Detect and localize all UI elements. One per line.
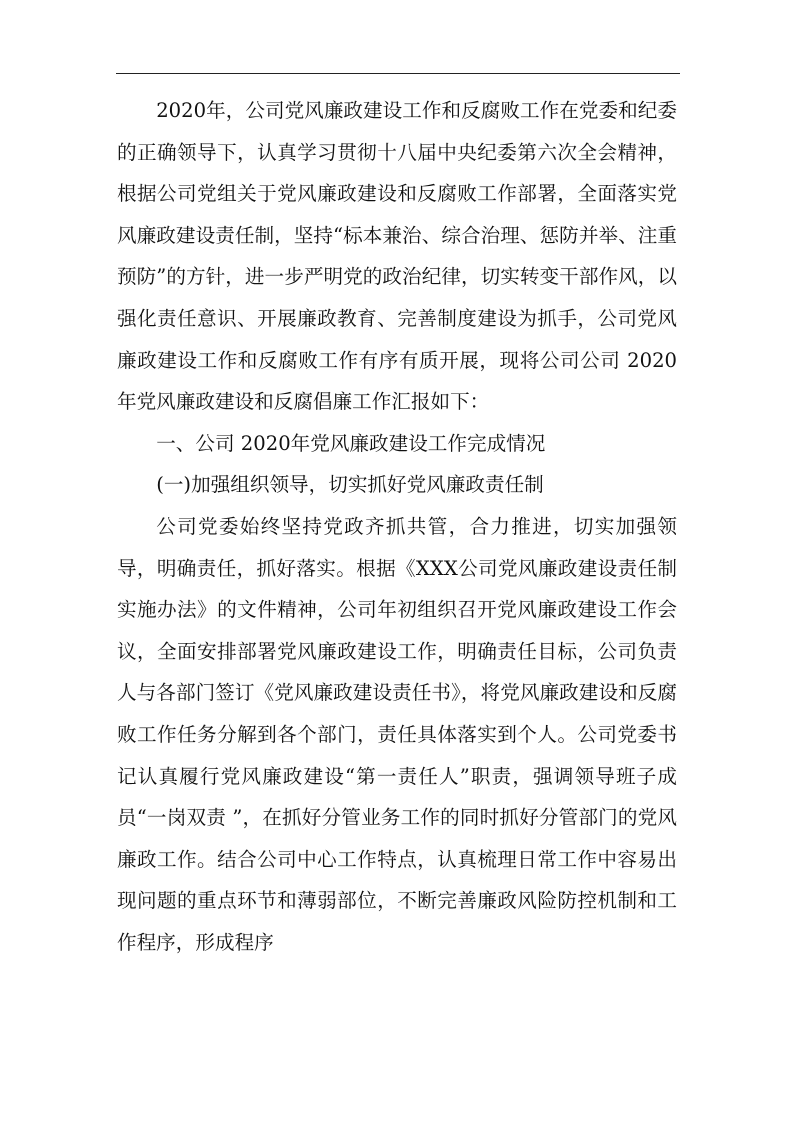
section-heading: 一、公司 2020年党风廉政建设工作完成情况 [156, 431, 546, 455]
subsection-heading: (一)加强组织领导，切实抓好党风廉政责任制 [156, 473, 544, 497]
intro-paragraph: 2020年，公司党风廉政建设工作和反腐败工作在党委和纪委的正确领导下，认真学习贯彻十八届中央纪委第六次全会精神，根据公司党组关于党风廉政建设和反腐败工作部署，全面落实党风廉政建设责任制，坚持“标本兼治、综合治理、惩防并举、注重预防”的方针，进一步严明党的政治纪律，切实转变干部作风，以强化责任意识、开展廉政教育、完善制度建设为抓手，公司党风廉政建设工作和反腐败工作有序有质开展，现将公司公司 2020年党风廉政建设和反腐倡廉工作汇报如下： [117, 99, 677, 414]
header-divider [116, 73, 680, 74]
body-paragraph: 公司党委始终坚持党政齐抓共管，合力推进，切实加强领导，明确责任，抓好落实。根据《XXX公司党风廉政建设责任制实施办法》的文件精神，公司年初组织召开党风廉政建设工作会议，全面安排部署党风廉政建设工作，明确责任目标，公司负责人与各部门签订《党风廉政建设责任书》，将党风廉政建设和反腐败工作任务分解到各个部门，责任具体落实到个人。公司党委书记认真履行党风廉政建设“第一责任人”职责，强调领导班子成员“一岗双责 ”，在抓好分管业务工作的同时抓好分管部门的党风廉政工作。结合公司中心工作特点，认真梳理日常工作中容易出现问题的重点环节和薄弱部位，不断完善廉政风险防控机制和工作程序，形成程序 [117, 514, 677, 954]
document-body [117, 90, 677, 963]
